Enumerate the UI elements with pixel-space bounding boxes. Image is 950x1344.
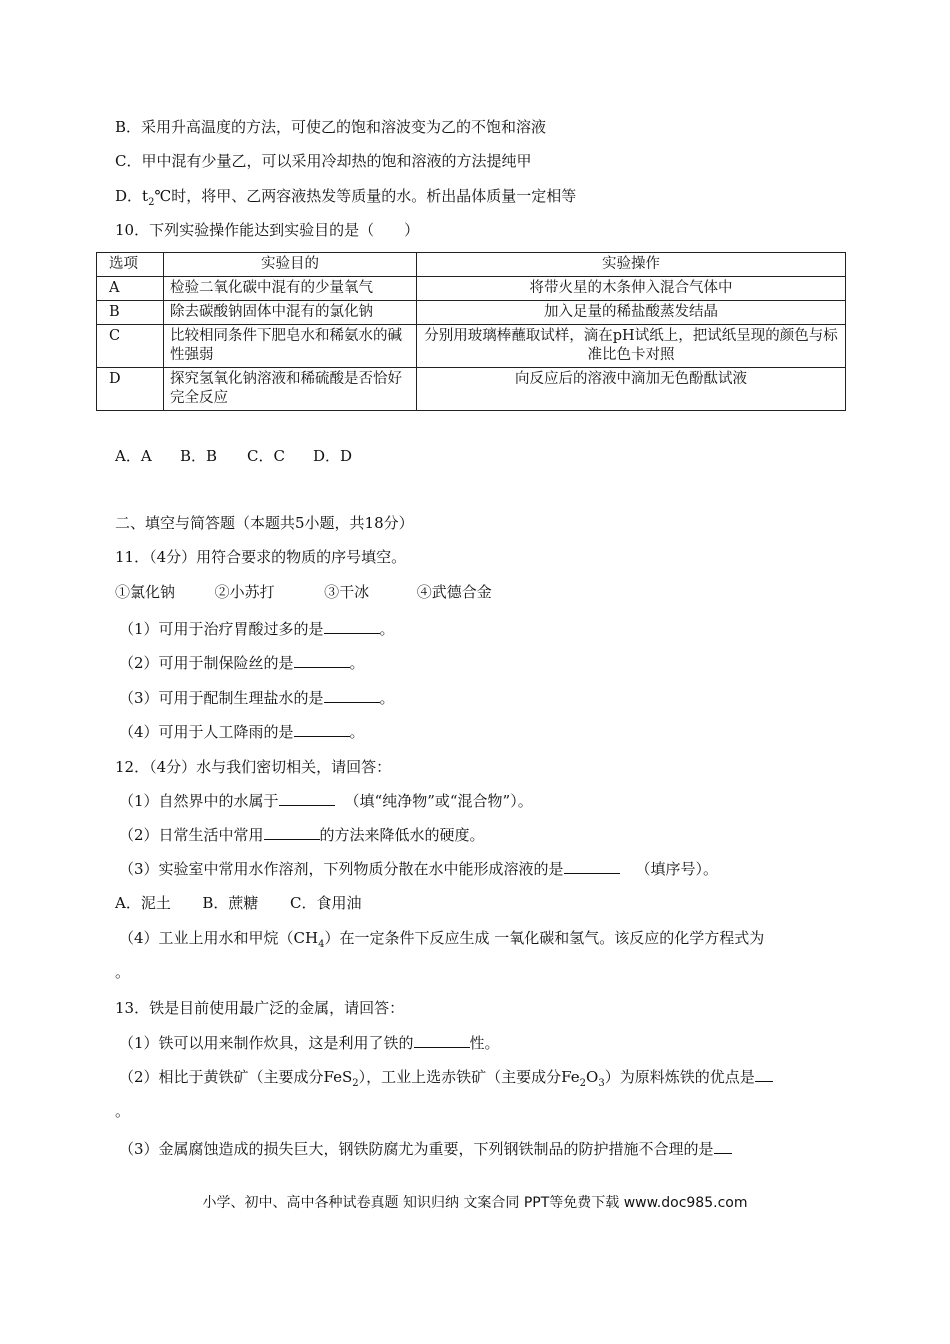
answer-blank[interactable] (755, 1067, 773, 1082)
answer-blank[interactable] (324, 688, 380, 703)
q12-choices (115, 893, 361, 913)
q12-stem: 12．（4分）水与我们密切相关，请回答： (115, 758, 392, 776)
q11-stem: 11．（4分）用符合要求的物质的序号填空。 (115, 548, 407, 566)
q13-sub-2: （2）相比于黄铁矿（主要成分FeS$_2$），工业上选赤铁矿（主要成分$Fe_2O_3$）为原料炼铁的优点是 (119, 1067, 773, 1094)
table-row (97, 301, 846, 325)
q12-sub-4-end: 。 (115, 963, 131, 981)
q11-item: ①氯化钠 (115, 583, 176, 601)
header-goal: 实验目的 (164, 253, 417, 277)
row-operation: 加入足量的稀盐酸蒸发结晶 (417, 301, 846, 325)
row-option: D (97, 368, 164, 411)
row-operation: 将带火星的木条伸入混合气体中 (417, 277, 846, 301)
answer-blank[interactable] (564, 859, 620, 874)
row-option: B (97, 301, 164, 325)
section-2-heading: 二、填空与简答题（本题共5小题，共18分） (115, 514, 414, 532)
row-option: A (97, 277, 164, 301)
page-footer: 小学、初中、高中各种试卷真题 知识归纳 文案合同 PPT等免费下载 www.doc985.com (202, 1195, 748, 1211)
table-row (97, 325, 846, 368)
q10-choice-b: B．B (180, 447, 218, 465)
answer-blank[interactable] (294, 653, 350, 668)
row-operation: 向反应后的溶液中滴加无色酚酞试液 (417, 368, 846, 411)
row-operation: 分别用玻璃棒蘸取试样，滴在pH试纸上，把试纸呈现的颜色与标准比色卡对照 (417, 325, 846, 368)
q12-sub-2: （2）日常生活中常用 的方法来降低水的硬度。 (119, 826, 485, 844)
q10-choice-a: A．A (115, 447, 152, 465)
q12-sub-4: （4）工业上用水和甲烷$(CH_4)$在一定条件下反应生成 一氧化碳和氢气。该反应的化学方程式为 (119, 929, 765, 950)
q11-item: ④武德合金 (416, 583, 492, 601)
q13-sub-1: （1）铁可以用来制作炊具，这是利用了铁的 性。 (119, 1034, 500, 1052)
q13-sub-2-end: 。 (115, 1102, 131, 1120)
header-operation: 实验操作 (417, 253, 846, 277)
q10-stem: 10．下列实验操作能达到实验目的是（ ） (115, 221, 420, 239)
table-row (97, 368, 846, 411)
q10-table (96, 252, 846, 411)
q12-sub-3: （3）实验室中常用水作溶剂，下列物质分散在水中能形成溶液的是 （填序号）。 (119, 860, 719, 878)
q11-sub-3: （3）可用于配制生理盐水的是 。 (119, 689, 395, 707)
row-goal: 除去碳酸钠固体中混有的氯化钠 (164, 301, 417, 325)
q13-sub-3: （3）金属腐蚀造成的损失巨大，钢铁防腐尤为重要，下列钢铁制品的防护措施不合理的是 (119, 1139, 732, 1159)
q11-sub-2: （2）可用于制保险丝的是 。 (119, 654, 365, 672)
q11-items (115, 582, 492, 602)
answer-blank[interactable] (294, 722, 350, 737)
q12-choice: B．蔗糖 (202, 894, 259, 912)
row-goal: 检验二氧化碳中混有的少量氧气 (164, 277, 417, 301)
q11-item: ③干冰 (324, 583, 370, 601)
answer-blank[interactable] (264, 825, 320, 840)
q12-sub-1: （1）自然界中的水属于 （填“纯净物”或“混合物”）。 (119, 792, 533, 810)
q12-choice: C．食用油 (290, 894, 362, 912)
row-option: C (97, 325, 164, 368)
answer-blank[interactable] (414, 1033, 470, 1048)
q9-option-c: C．甲中混有少量乙，可以采用冷却热的饱和溶液的方法提纯甲 (115, 152, 532, 170)
table-row (97, 277, 846, 301)
answer-blank[interactable] (279, 791, 335, 806)
q11-sub-4: （4）可用于人工降雨的是 。 (119, 723, 365, 741)
header-option: 选项 (97, 253, 164, 277)
q11-sub-1: （1）可用于治疗胃酸过多的是 。 (119, 620, 395, 638)
q13-stem: 13．铁是目前使用最广泛的金属，请回答： (115, 999, 405, 1017)
q9-option-b: B．采用升高温度的方法，可使乙的饱和溶波变为乙的不饱和溶液 (115, 118, 547, 136)
answer-blank[interactable] (324, 619, 380, 634)
table-header-row (97, 253, 846, 277)
row-goal: 探究氢氧化钠溶液和稀硫酸是否恰好完全反应 (164, 368, 417, 411)
q11-item: ②小苏打 (214, 583, 275, 601)
q10-choice-c: C．C (247, 447, 285, 465)
row-goal: 比较相同条件下肥皂水和稀氨水的碱性强弱 (164, 325, 417, 368)
q10-choice-d: D．D (313, 447, 353, 465)
q9-option-d: D．$t_2℃$时，将甲、乙两容液热发等质量的水。析出晶体质量一定相等 (115, 187, 577, 208)
answer-blank[interactable] (714, 1139, 732, 1154)
q12-choice: A．泥土 (115, 894, 171, 912)
